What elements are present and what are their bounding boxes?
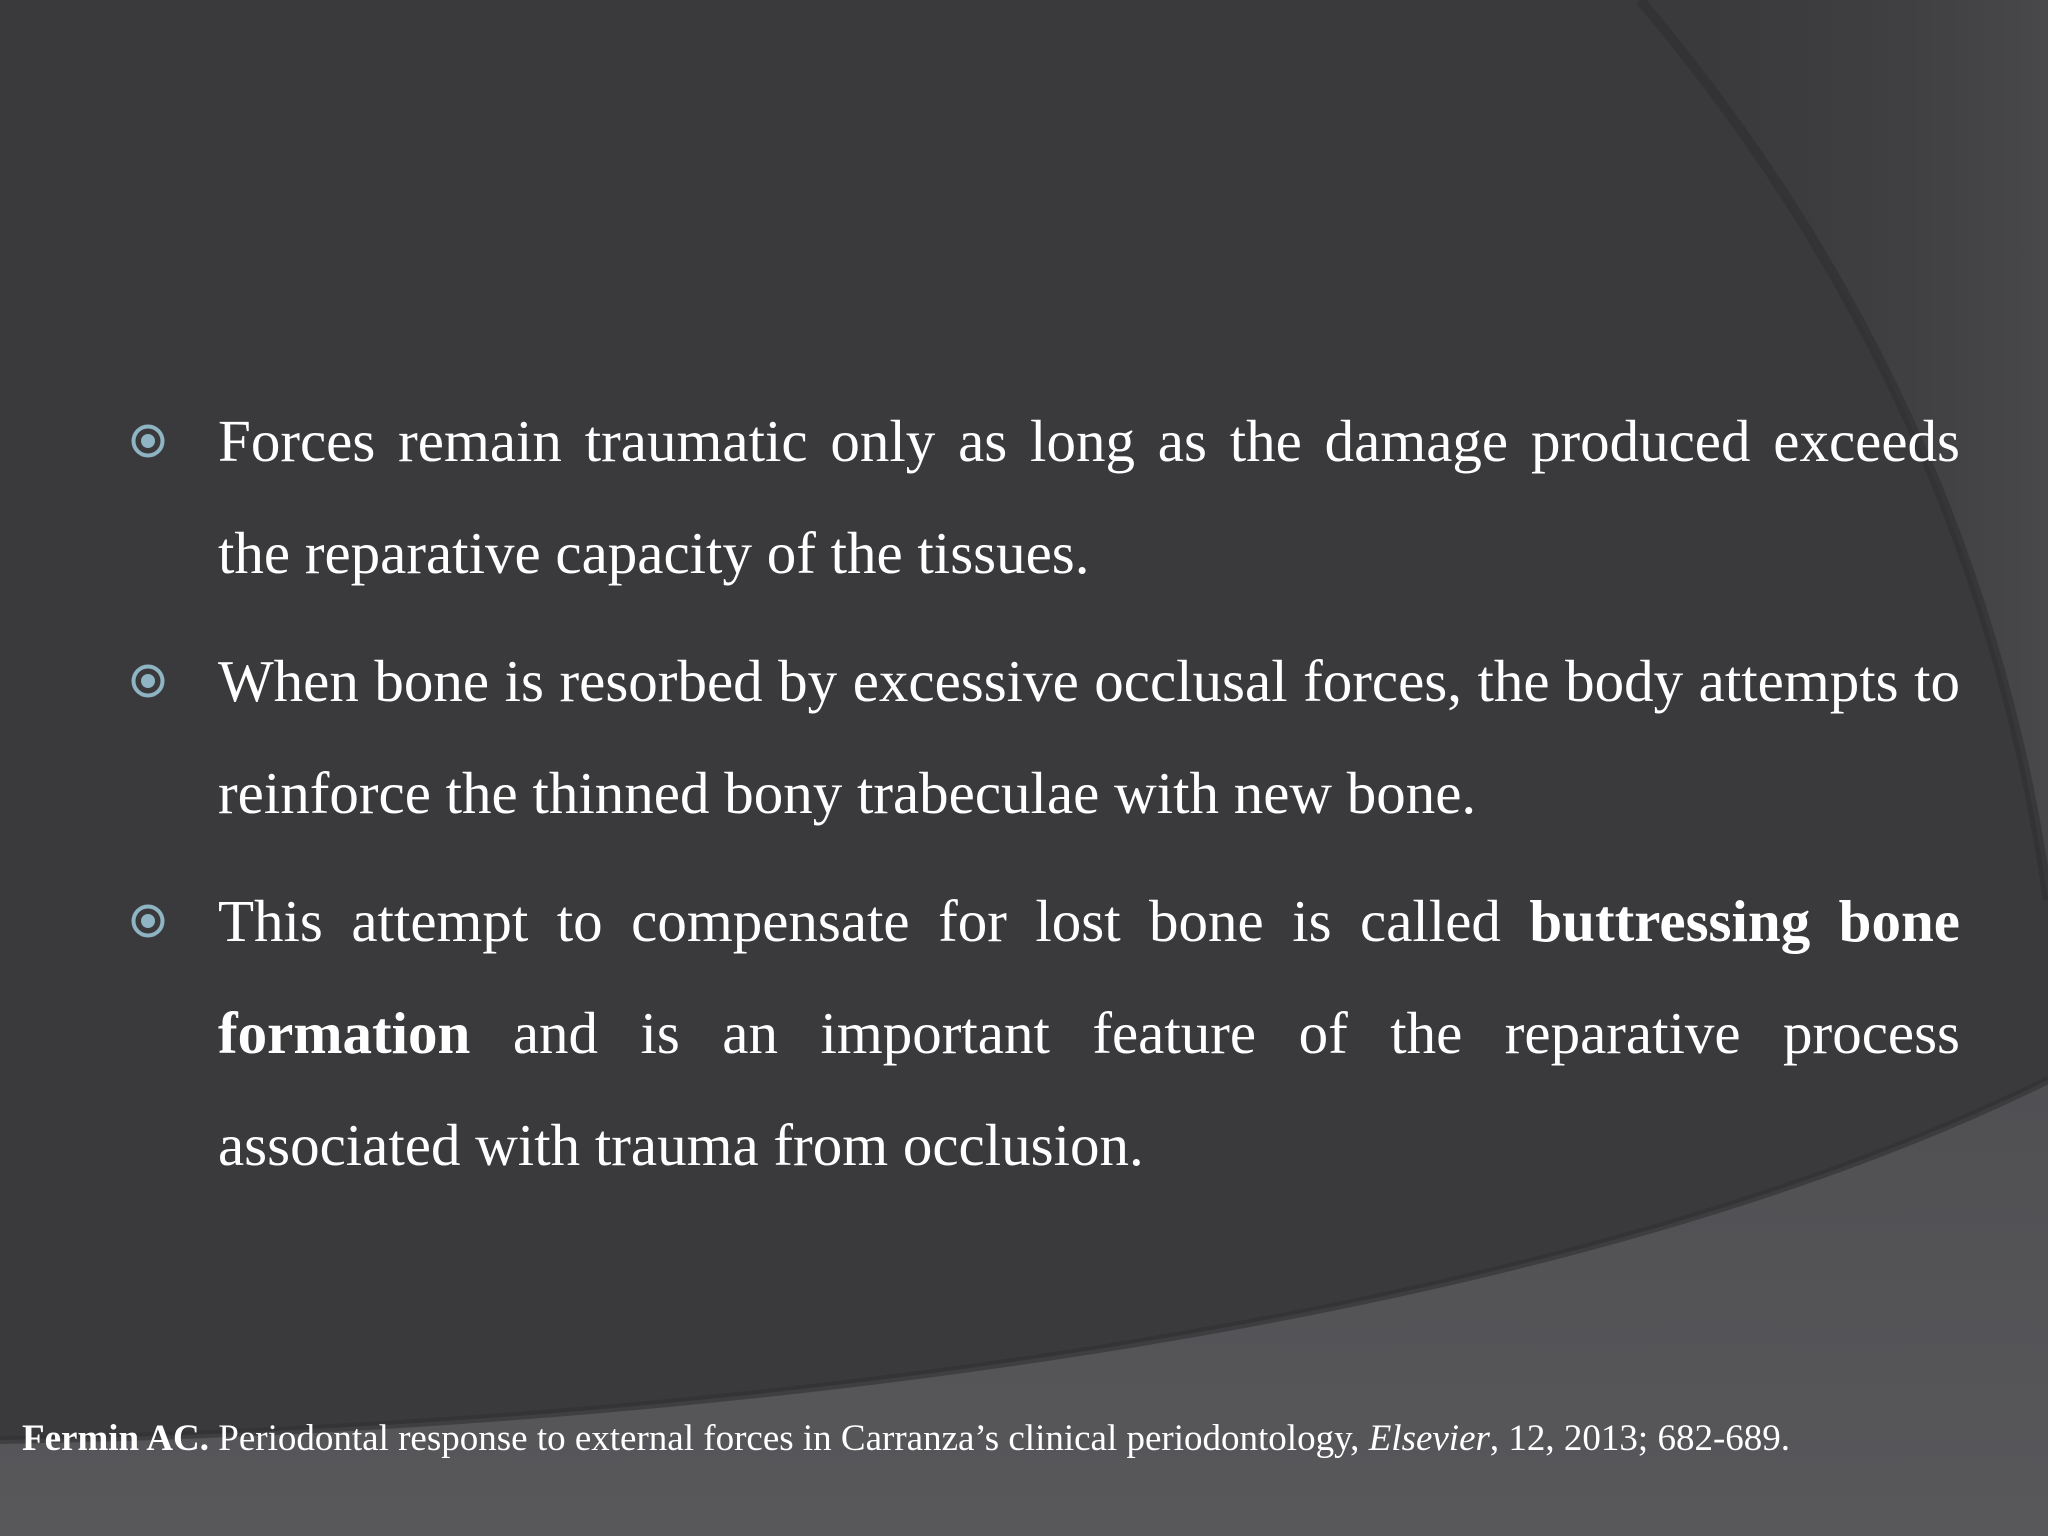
reference-citation <box>22 1414 2032 1464</box>
circled-dot-icon <box>130 663 166 699</box>
reference-author: Fermin AC. <box>22 1418 210 1459</box>
bullet-item-1 <box>130 385 1960 609</box>
circled-dot-icon <box>130 903 166 939</box>
bullet-text-3-emphasis: buttressing bone formation <box>218 888 1960 1066</box>
bullet-text-3-after: and is an important feature of the reparative process associated with trauma from occlusion. <box>218 1000 1960 1178</box>
bullet-item-2 <box>130 625 1960 849</box>
bullet-list <box>130 385 1960 1217</box>
reference-title: Periodontal response to external forces in Carranza’s clinical periodontology, <box>209 1418 1369 1459</box>
bullet-text-1: Forces remain traumatic only as long as the damage produced exceeds the reparative capacity of the tissues. <box>218 408 1960 586</box>
bullet-text-3-before: This attempt to compensate for lost bone is called <box>218 888 1530 954</box>
circled-dot-icon <box>130 423 166 459</box>
reference-journal: Elsevier <box>1368 1418 1490 1459</box>
bullet-item-3 <box>130 865 1960 1201</box>
reference-details: , 12, 2013; 682-689. <box>1489 1418 1791 1459</box>
bullet-text-2: When bone is resorbed by excessive occlusal forces, the body attempts to reinforce the thinned bony trabeculae with new bone. <box>218 648 1960 826</box>
